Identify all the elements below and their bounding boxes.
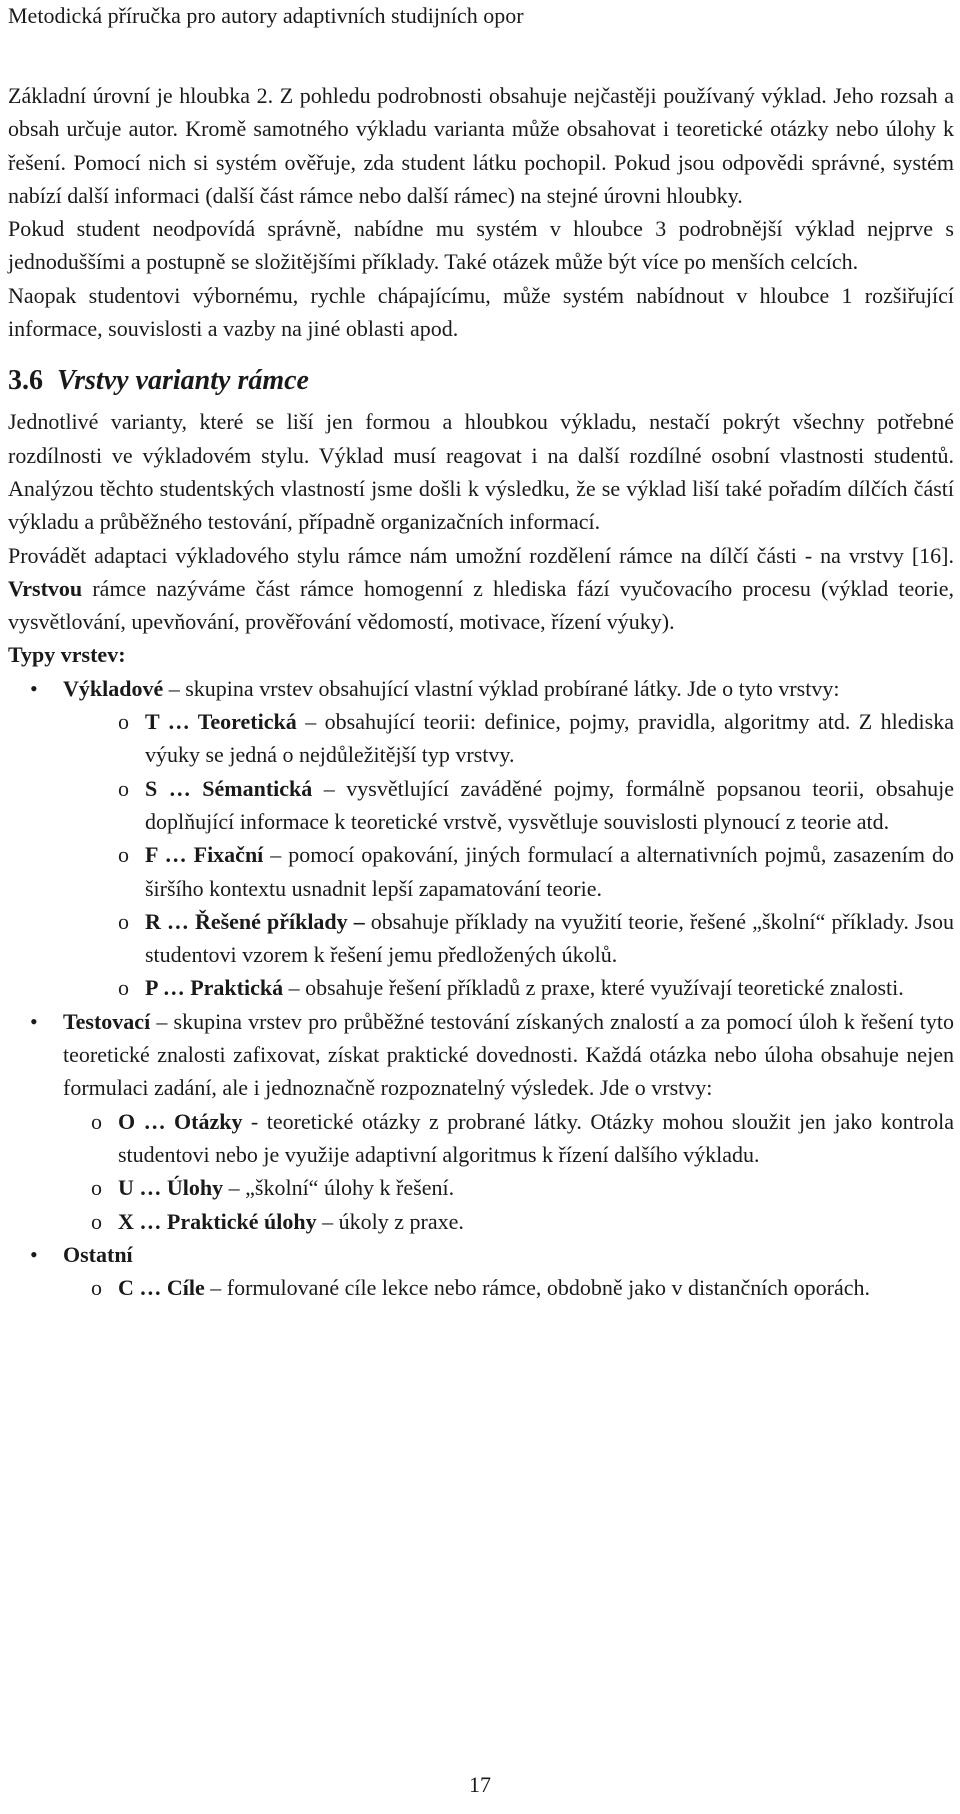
body-paragraph-vrstva — [8, 539, 954, 639]
layer-text: – úkoly z praxe. — [316, 1208, 464, 1234]
layer-item — [36, 1105, 954, 1172]
circle-bullet-icon: o — [91, 1175, 102, 1201]
layer-name: R … Řešené příklady – — [145, 908, 365, 934]
circle-bullet-icon: o — [118, 908, 129, 934]
layer-name: O … Otázky — [118, 1108, 243, 1134]
group-text: – skupina vrstev pro průběžné testování získaných znalostí a za pomocí úloh k řešení tyto teoretické znalosti zafixovat, získat praktické dovednosti. Každá otázka nebo úloha obsahuje nejen formulaci zadání, ale i jednoznačně rozpoznatelný výsledek. Jde o vrstvy: — [63, 1008, 954, 1101]
layer-text: – obsahující teorii: definice, pojmy, pravidla, algoritmy atd. Z hlediska výuky se jedná o nejdůležitější typ vrstvy. — [145, 709, 954, 768]
circle-bullet-icon: o — [118, 842, 129, 868]
layer-groups-list — [8, 672, 954, 1305]
group-description — [63, 1238, 954, 1271]
layer-name: T … Teoretická — [145, 709, 297, 735]
layer-group-item — [8, 1005, 954, 1238]
body-paragraph: Naopak studentovi výbornému, rychle chápajícímu, může systém nabídnout v hloubce 1 rozšiřující informace, souvislosti a vazby na jiné oblasti apod. — [8, 282, 954, 342]
body-paragraph: Pokud student neodpovídá správně, nabídne mu systém v hloubce 3 podrobnější výklad nejprve s jednoduššími a postupně se složitějšími příklady. Také otázek může být více po menších celcích. — [8, 216, 954, 275]
circle-bullet-icon: o — [91, 1208, 102, 1234]
layer-name: F … Fixační — [145, 842, 264, 868]
layer-name: S … Sémantická — [145, 775, 313, 801]
running-header: Metodická příručka pro autory adaptivních studijních opor — [8, 3, 524, 28]
section-title: Vrstvy varianty rámce — [57, 365, 309, 397]
group-name: Testovací — [63, 1008, 151, 1034]
circle-bullet-icon: o — [91, 1275, 102, 1301]
layer-item — [63, 772, 954, 839]
layer-text: - teoretické otázky z probrané látky. Otázky mohou sloužit jen jako kontrola studentovi nebo je využije adaptivní algoritmus k řízení dalšího výkladu. — [118, 1108, 954, 1167]
layer-types-heading: Typy vrstev: — [8, 642, 126, 668]
layer-group-item — [8, 672, 954, 1005]
group-description — [63, 1005, 954, 1105]
layer-list — [36, 1105, 954, 1238]
layer-name: P … Praktická — [145, 975, 284, 1001]
layer-item — [36, 1205, 954, 1238]
body-paragraph: Jednotlivé varianty, které se liší jen formou a hloubkou výkladu, nestačí pokrýt všechny potřebné rozdílnosti ve výkladovém stylu. Výklad musí reagovat i na další rozdílné osobní vlastnosti studentů. Analýzou těchto studentských vlastností jsme došli k výsledku, že se výklad liší také pořadím dílčích částí výkladu a průběžného testování, případně organizačních informací. — [8, 409, 954, 535]
section-number: 3.6 — [8, 365, 43, 397]
bullet-icon: • — [30, 1241, 38, 1267]
layer-group-item — [8, 1238, 954, 1305]
bullet-icon: • — [30, 675, 38, 701]
group-text: – skupina vrstev obsahující vlastní výklad probírané látky. Jde o tyto vrstvy: — [163, 675, 840, 701]
header-divider — [0, 38, 960, 39]
layer-item — [36, 1271, 954, 1304]
bold-term: Vrstvou — [8, 575, 83, 601]
layer-item — [36, 1171, 954, 1204]
group-name: Výkladové — [63, 675, 164, 701]
layer-text: – obsahuje řešení příkladů z praxe, které využívají teoretické znalosti. — [283, 975, 904, 1001]
group-description — [63, 672, 954, 705]
text-run: Provádět adaptaci výkladového stylu rámce nám umožní rozdělení rámce na dílčí části - na vrstvy [16]. — [8, 542, 954, 568]
circle-bullet-icon: o — [118, 709, 129, 735]
layer-text: – „školní“ úlohy k řešení. — [223, 1175, 455, 1201]
layer-text: – formulované cíle lekce nebo rámce, obdobně jako v distančních oporách. — [204, 1275, 871, 1301]
layer-item — [63, 705, 954, 772]
layer-list — [63, 705, 954, 1005]
section-heading — [8, 361, 954, 401]
layer-item — [63, 971, 954, 1004]
body-paragraph: Základní úrovní je hloubka 2. Z pohledu podrobnosti obsahuje nejčastěji používaný výklad. Jeho rozsah a obsah určuje autor. Kromě samotného výkladu varianta může obsahovat i teoretické otázky nebo úlohy k řešení. Pomocí nich si systém ověřuje, zda student látku pochopil. Pokud jsou odpovědi správné, systém nabízí další informaci (další část rámce nebo další rámec) na stejné úrovni hloubky. — [8, 83, 954, 208]
layer-item — [63, 905, 954, 972]
group-name: Ostatní — [63, 1241, 133, 1267]
layer-text: – vysvětlující zaváděné pojmy, formálně popsanou teorii, obsahuje doplňující informace k teoretické vrstvě, vysvětluje souvislosti plynoucí z teorie atd. — [145, 775, 954, 834]
text-run: rámce nazýváme část rámce homogenní z hlediska fází vyučovacího procesu (výklad teorie, vysvětlování, upevňování, prověřování vědomostí, motivace, řízení výuky). — [8, 575, 954, 635]
page-number: 17 — [469, 1772, 491, 1797]
layer-text: – pomocí opakování, jiných formulací a alternativních pojmů, zasazením do širšího kontextu usnadnit lepší zapamatování teorie. — [145, 842, 954, 901]
circle-bullet-icon: o — [118, 775, 129, 801]
layer-text: obsahuje příklady na využití teorie, řešené „školní“ příklady. Jsou studentovi vzorem k řešení jemu předložených úkolů. — [145, 908, 954, 968]
layer-name: C … Cíle — [118, 1275, 205, 1301]
layer-name: X … Praktické úlohy — [118, 1208, 317, 1234]
layer-item — [63, 838, 954, 905]
layer-name: U … Úlohy — [118, 1175, 224, 1201]
layer-list — [36, 1271, 954, 1304]
page-body — [8, 79, 954, 1304]
bullet-icon: • — [30, 1008, 38, 1034]
circle-bullet-icon: o — [118, 975, 129, 1001]
circle-bullet-icon: o — [91, 1108, 102, 1134]
